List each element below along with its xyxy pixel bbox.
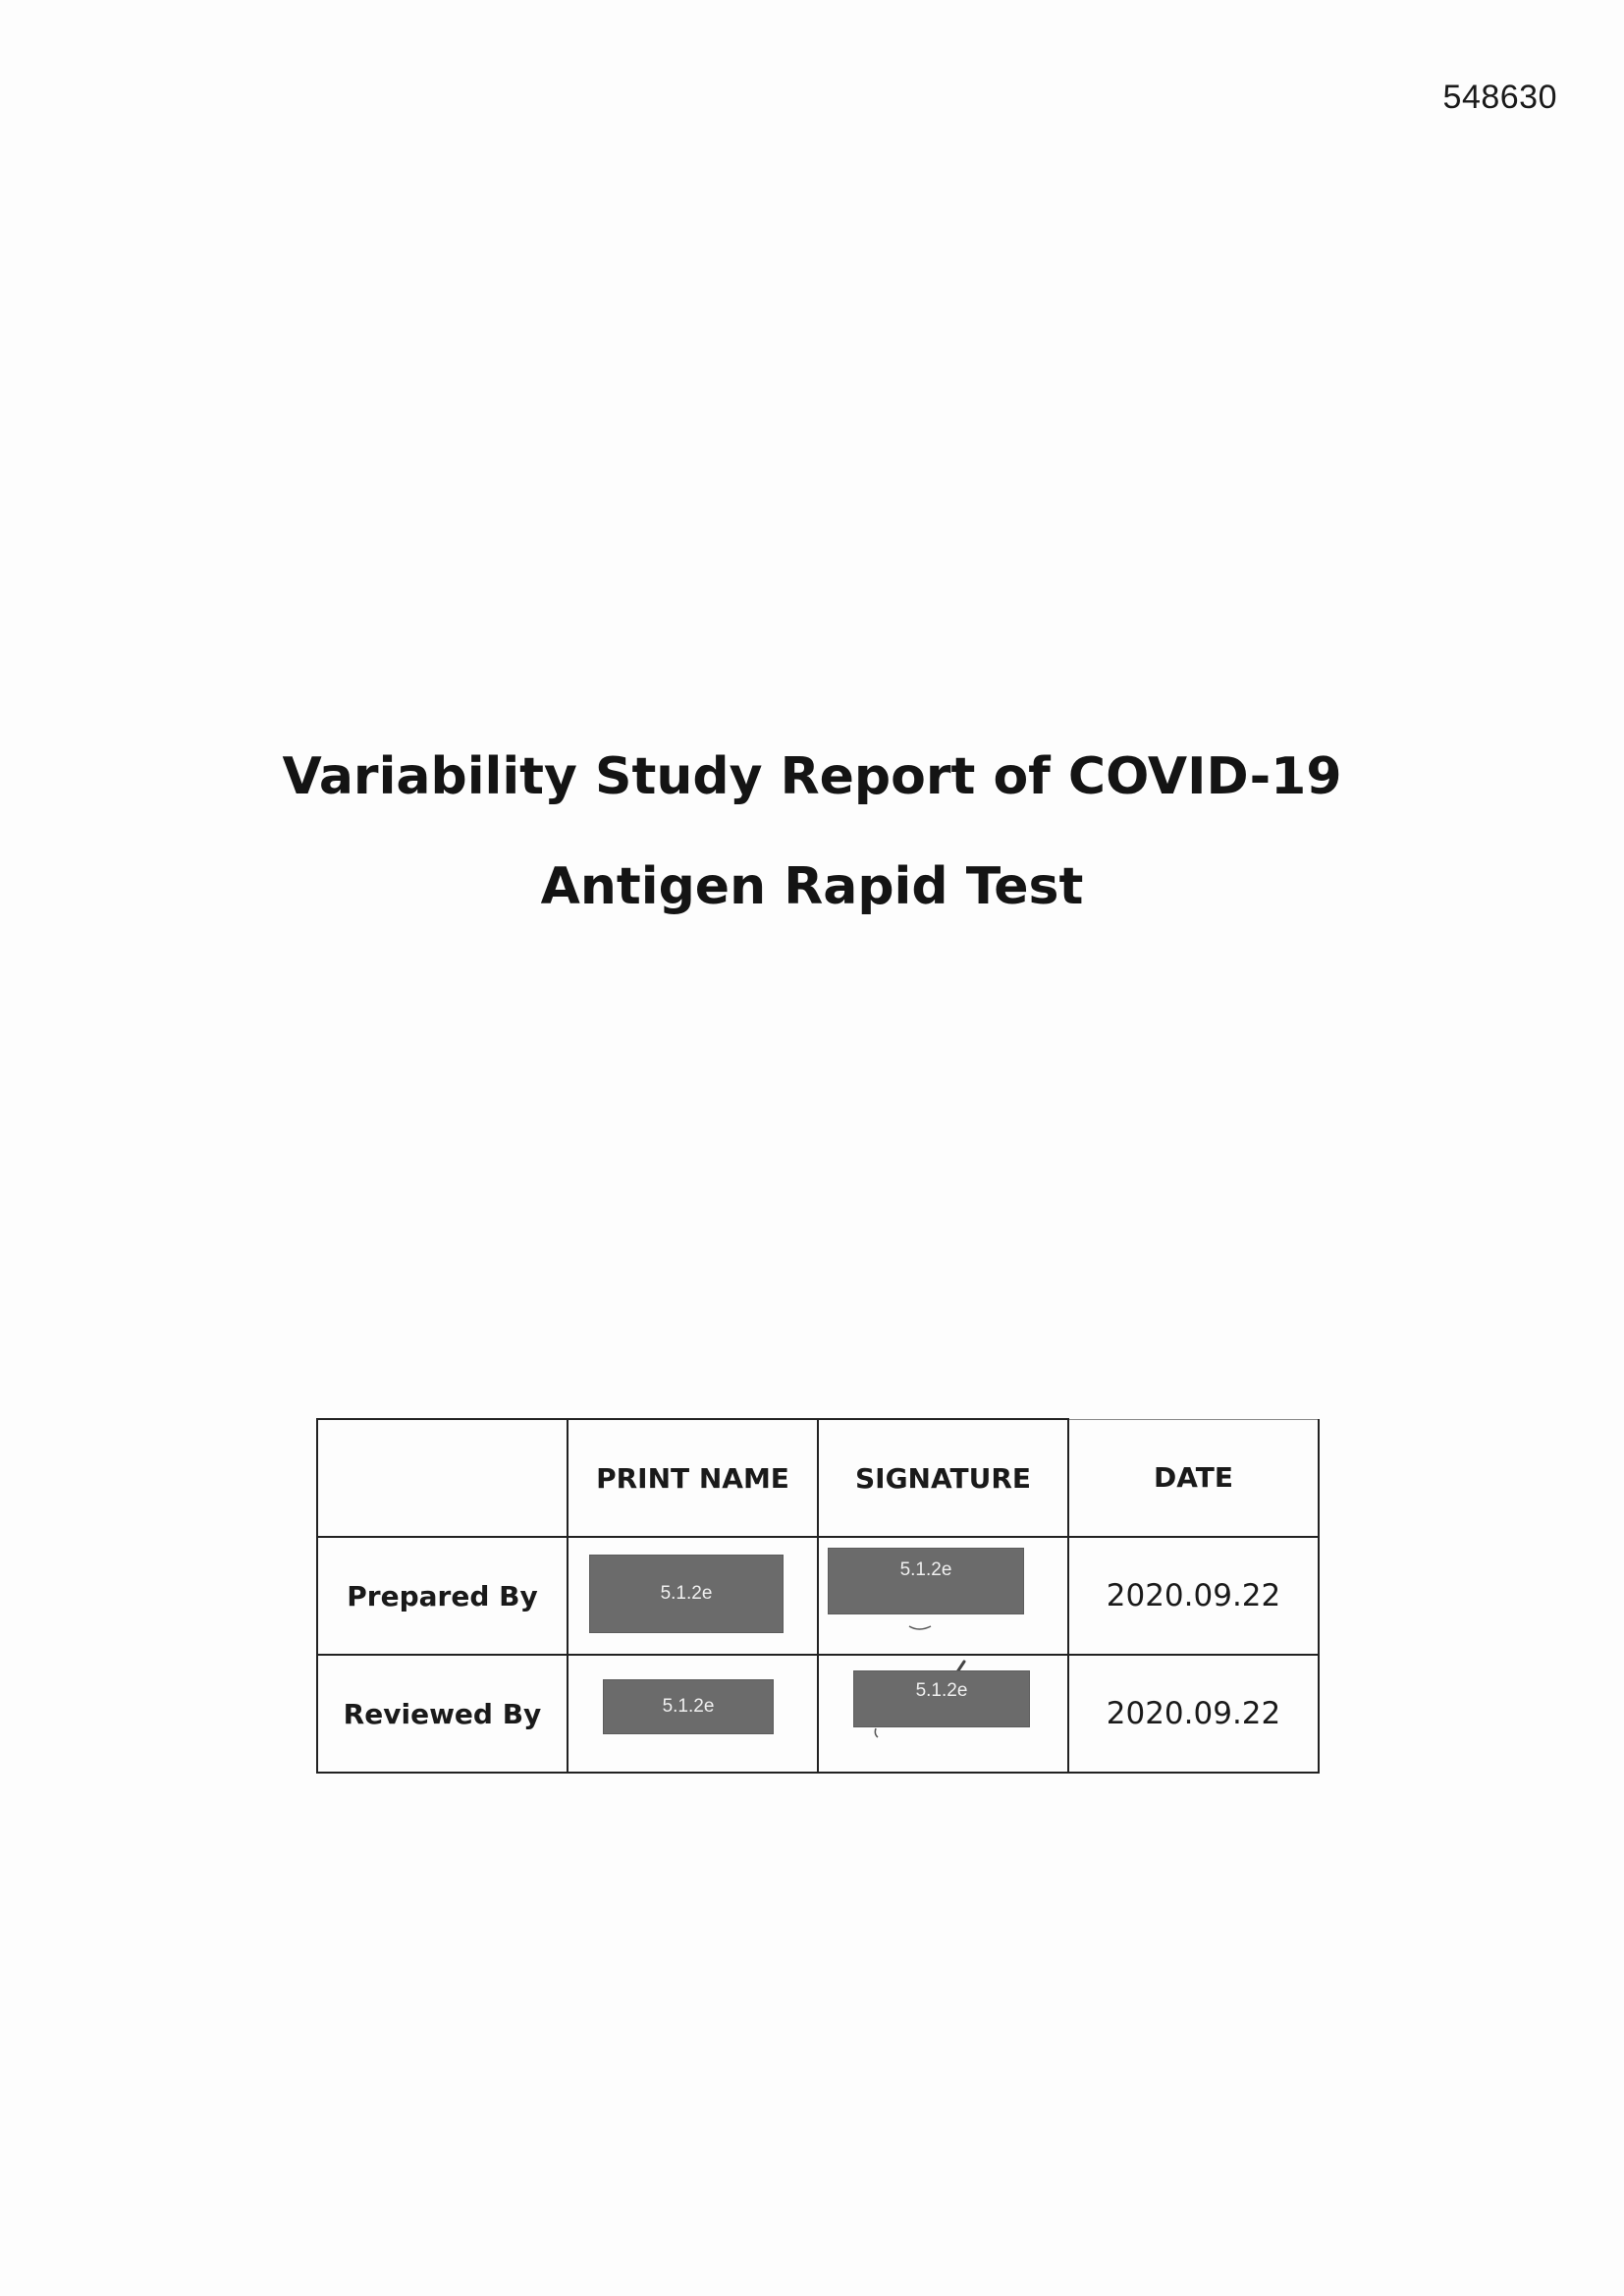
header-blank-cell [317,1419,568,1537]
approval-table-header-row [317,1419,1319,1537]
signature-scribble-icon [872,1726,886,1740]
print-name-cell-reviewed [568,1655,818,1773]
row-label-reviewed-by: Reviewed By [317,1655,568,1773]
print-name-cell-prepared [568,1537,818,1655]
document-id-number: 548630 [1442,79,1557,116]
header-signature: SIGNATURE [818,1419,1068,1537]
document-title [0,722,1624,942]
row-label-prepared-by: Prepared By [317,1537,568,1655]
redaction-box: 5.1.2e [829,1549,1023,1613]
redaction-box: 5.1.2e [604,1680,773,1733]
date-cell-reviewed: 2020.09.22 [1068,1655,1319,1773]
date-cell-prepared: 2020.09.22 [1068,1537,1319,1655]
approval-table [316,1418,1320,1774]
signature-scribble-icon [907,1616,947,1632]
header-date: DATE [1068,1419,1319,1537]
table-row-prepared-by [317,1537,1319,1655]
redaction-box: 5.1.2e [590,1556,783,1632]
document-title-line-2: Antigen Rapid Test [540,857,1084,916]
table-row-reviewed-by [317,1655,1319,1773]
signature-cell-prepared [818,1537,1068,1655]
header-print-name: PRINT NAME [568,1419,818,1537]
signature-cell-reviewed [818,1655,1068,1773]
redaction-box: 5.1.2e [854,1671,1029,1726]
document-title-line-1: Variability Study Report of COVID-19 [282,747,1342,806]
